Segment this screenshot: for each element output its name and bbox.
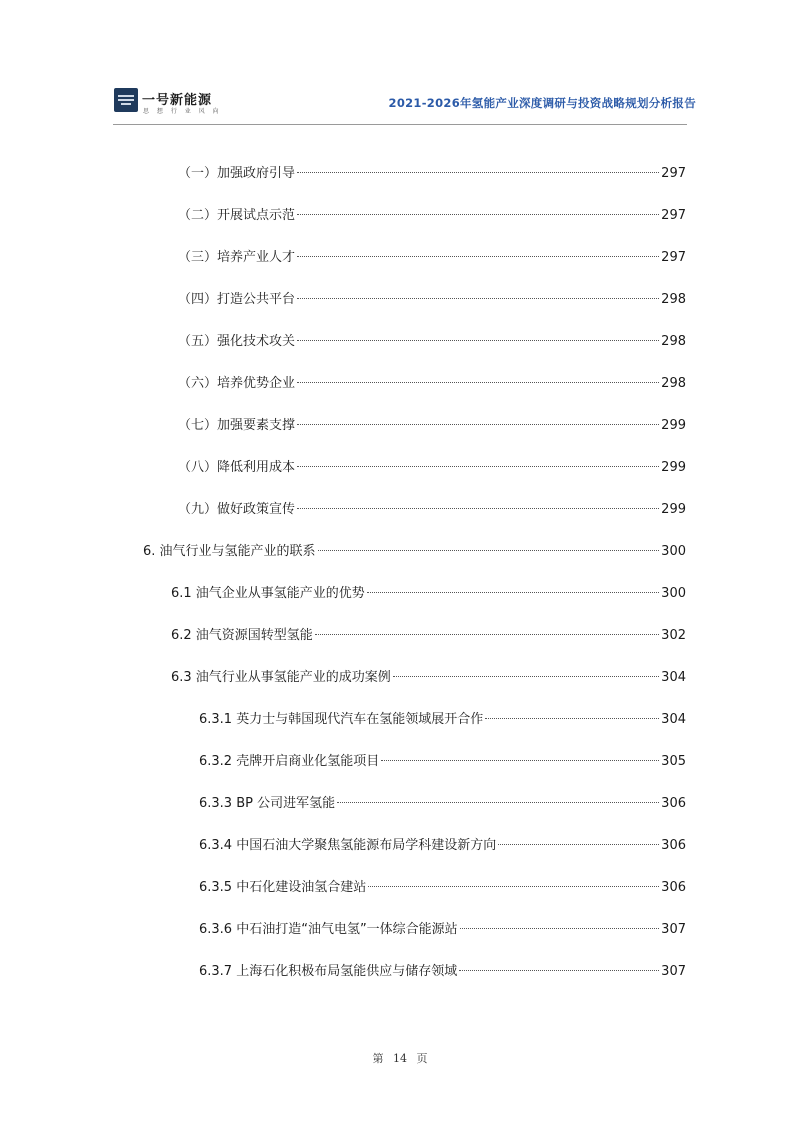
toc-entry[interactable] bbox=[199, 795, 686, 813]
toc-entry-title: 6.2 油气资源国转型氢能 bbox=[171, 628, 313, 643]
toc-entry-title: （六）培养优势企业 bbox=[178, 376, 296, 391]
toc-dot-leader bbox=[297, 466, 659, 467]
toc-dot-leader bbox=[393, 676, 659, 677]
toc-dot-leader bbox=[297, 256, 659, 257]
toc-entry-title: （八）降低利用成本 bbox=[178, 460, 296, 475]
toc-entry-page-number: 307 bbox=[661, 964, 686, 979]
toc-entry[interactable] bbox=[178, 207, 686, 225]
toc-entry-page-number: 306 bbox=[661, 796, 686, 811]
toc-entry-title: 6.3.3 BP 公司进军氢能 bbox=[199, 796, 336, 811]
toc-entry[interactable] bbox=[171, 585, 686, 603]
page-number: 14 bbox=[393, 1052, 407, 1065]
toc-entry[interactable] bbox=[178, 249, 686, 267]
toc-entry[interactable] bbox=[178, 459, 686, 477]
toc-entry-title: （二）开展试点示范 bbox=[178, 208, 296, 223]
toc-entry-page-number: 304 bbox=[661, 670, 686, 685]
toc-entry-page-number: 298 bbox=[661, 292, 686, 307]
toc-entry[interactable] bbox=[178, 333, 686, 351]
toc-entry-page-number: 302 bbox=[661, 628, 686, 643]
toc-entry-title: 6.3.2 壳牌开启商业化氢能项目 bbox=[199, 754, 380, 769]
toc-entry-page-number: 300 bbox=[661, 586, 686, 601]
toc-dot-leader bbox=[337, 802, 659, 803]
toc-entry-page-number: 300 bbox=[661, 544, 686, 559]
toc-entry-page-number: 304 bbox=[661, 712, 686, 727]
report-title: 2021-2026年氢能产业深度调研与投资战略规划分析报告 bbox=[388, 96, 696, 110]
toc-entry[interactable] bbox=[178, 291, 686, 309]
toc-entry-title: （一）加强政府引导 bbox=[178, 166, 296, 181]
toc-entry[interactable] bbox=[171, 669, 686, 687]
toc-entry-title: 6.3.6 中石油打造“油气电氢”一体综合能源站 bbox=[199, 922, 458, 937]
toc-dot-leader bbox=[367, 592, 659, 593]
toc-entry-title: （三）培养产业人才 bbox=[178, 250, 296, 265]
toc-dot-leader bbox=[485, 718, 659, 719]
page-footer bbox=[0, 1050, 800, 1066]
toc-dot-leader bbox=[297, 382, 659, 383]
toc-dot-leader bbox=[460, 928, 659, 929]
toc-dot-leader bbox=[297, 340, 659, 341]
toc-dot-leader bbox=[381, 760, 659, 761]
toc-entry-page-number: 307 bbox=[661, 922, 686, 937]
toc-dot-leader bbox=[297, 508, 659, 509]
toc-entry-title: 6. 油气行业与氢能产业的联系 bbox=[143, 544, 316, 559]
toc-entry-page-number: 297 bbox=[661, 208, 686, 223]
toc-dot-leader bbox=[318, 550, 660, 551]
toc-entry-title: 6.3.1 英力士与韩国现代汽车在氢能领域展开合作 bbox=[199, 712, 484, 727]
toc-entry-title: 6.3 油气行业从事氢能产业的成功案例 bbox=[171, 670, 391, 685]
toc-entry[interactable] bbox=[199, 837, 686, 855]
toc-entry-title: 6.3.5 中石化建设油氢合建站 bbox=[199, 880, 367, 895]
toc-entry-page-number: 299 bbox=[661, 418, 686, 433]
toc-entry-page-number: 306 bbox=[661, 838, 686, 853]
toc-entry-page-number: 299 bbox=[661, 460, 686, 475]
toc-dot-leader bbox=[368, 886, 659, 887]
company-name: 一号新能源 bbox=[142, 93, 213, 108]
footer-suffix: 页 bbox=[416, 1052, 428, 1065]
toc-entry-title: （四）打造公共平台 bbox=[178, 292, 296, 307]
toc-entry[interactable] bbox=[199, 711, 686, 729]
company-tagline: 思 想 行 业 风 向 bbox=[143, 108, 222, 115]
toc-entry-page-number: 306 bbox=[661, 880, 686, 895]
toc-entry[interactable] bbox=[178, 417, 686, 435]
toc-entry[interactable] bbox=[178, 375, 686, 393]
toc-dot-leader bbox=[315, 634, 659, 635]
toc-entry-page-number: 297 bbox=[661, 166, 686, 181]
toc-dot-leader bbox=[297, 172, 659, 173]
header-divider bbox=[113, 124, 687, 125]
toc-entry-title: （九）做好政策宣传 bbox=[178, 502, 296, 517]
toc-dot-leader bbox=[498, 844, 659, 845]
toc-dot-leader bbox=[297, 424, 659, 425]
toc-dot-leader bbox=[297, 214, 659, 215]
company-logo-icon bbox=[114, 88, 138, 112]
page-header bbox=[0, 0, 800, 130]
toc-entry[interactable] bbox=[171, 627, 686, 645]
toc-entry[interactable] bbox=[178, 165, 686, 183]
toc-dot-leader bbox=[459, 970, 659, 971]
toc-entry[interactable] bbox=[199, 879, 686, 897]
footer-prefix: 第 bbox=[372, 1052, 384, 1065]
toc-entry-title: （七）加强要素支撑 bbox=[178, 418, 296, 433]
toc-entry[interactable] bbox=[199, 921, 686, 939]
toc-entry[interactable] bbox=[178, 501, 686, 519]
toc-entry-page-number: 297 bbox=[661, 250, 686, 265]
toc-entry-title: 6.3.4 中国石油大学聚焦氢能源布局学科建设新方向 bbox=[199, 838, 497, 853]
toc-entry[interactable] bbox=[199, 753, 686, 771]
toc-entry-page-number: 305 bbox=[661, 754, 686, 769]
toc-entry-title: 6.3.7 上海石化积极布局氢能供应与储存领域 bbox=[199, 964, 458, 979]
toc-entry-page-number: 298 bbox=[661, 334, 686, 349]
toc-entry[interactable] bbox=[143, 543, 686, 561]
toc-entry-title: （五）强化技术攻关 bbox=[178, 334, 296, 349]
toc-entry-title: 6.1 油气企业从事氢能产业的优势 bbox=[171, 586, 365, 601]
toc-entry-page-number: 299 bbox=[661, 502, 686, 517]
toc-entry-page-number: 298 bbox=[661, 376, 686, 391]
toc-dot-leader bbox=[297, 298, 659, 299]
toc-entry[interactable] bbox=[199, 963, 686, 981]
